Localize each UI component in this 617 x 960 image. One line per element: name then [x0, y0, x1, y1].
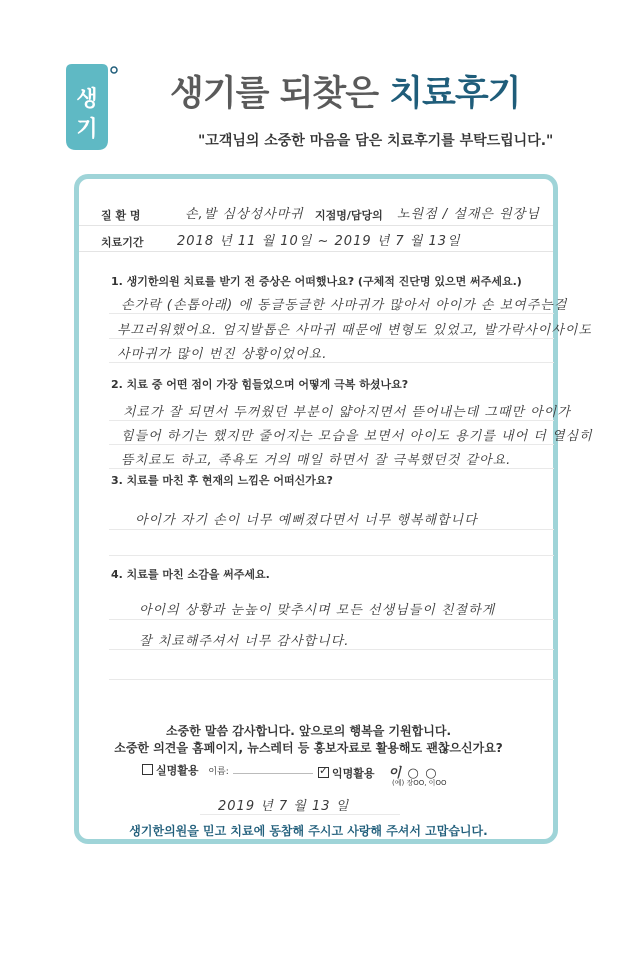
clinic-logo — [58, 62, 120, 154]
answer-line — [109, 555, 554, 556]
question-3: 3. 치료를 마친 후 현재의 느낌은 어떠신가요? — [111, 474, 333, 487]
branch-value: 노원점 / 설재은 원장님 — [397, 207, 540, 222]
answer-1-line-2: 부끄러워했어요. 엄지발톱은 사마귀 때문에 변형도 있었고, 발가락사이사이도 — [117, 323, 592, 338]
answer-2-line-3: 뜸치료도 하고, 족욕도 거의 매일 하면서 잘 극복했던것 같아요. — [121, 453, 512, 468]
anon-value: 이 ○ ○ — [388, 766, 438, 781]
form-divider — [79, 225, 553, 226]
anon-hint: (예) 장OO, 이OO — [392, 779, 447, 787]
anon-checkbox[interactable] — [318, 764, 329, 778]
answer-line — [109, 313, 554, 314]
svg-text:기: 기 — [76, 117, 98, 142]
real-name-option[interactable] — [142, 762, 313, 778]
branch-label: 지점명/담당의 — [315, 209, 383, 222]
answer-line — [109, 619, 554, 620]
answer-2-line-2: 힘들어 하기는 했지만 줄어지는 모습을 보면서 아이도 용기를 내어 더 열심히 — [121, 429, 593, 444]
name-field[interactable] — [233, 773, 313, 774]
form-divider — [79, 251, 553, 252]
disease-label: 질 환 명 — [101, 209, 141, 222]
question-1: 1. 생기한의원 치료를 받기 전 증상은 어떠했나요? (구체적 진단명 있으면 써주세요.) — [111, 275, 522, 288]
question-4: 4. 치료를 마친 소감을 써주세요. — [111, 568, 270, 581]
answer-2-line-1: 치료가 잘 되면서 두꺼웠던 부분이 얇아지면서 뜯어내는데 그때만 아이가 — [123, 405, 571, 420]
svg-text:생: 생 — [76, 87, 98, 112]
real-name-label: 실명활용 — [156, 764, 199, 777]
thanks-message: 소중한 말씀 감사합니다. 앞으로의 행복을 기원합니다. — [165, 724, 452, 738]
closing-message: 생기한의원을 믿고 치료에 동참해 주시고 사랑해 주셔서 고맙습니다. — [129, 824, 488, 838]
answer-4-line-1: 아이의 상황과 눈높이 맞추시며 모든 선생님들이 친절하게 — [139, 603, 496, 618]
signed-date: 2019 년 7 월 13 일 — [218, 799, 350, 814]
answer-line — [109, 649, 554, 650]
answer-line — [109, 362, 554, 363]
answer-line — [109, 338, 554, 339]
answer-line — [109, 679, 554, 680]
answer-line — [109, 529, 554, 530]
period-label: 치료기간 — [101, 236, 144, 249]
page-subtitle: "고객님의 소중한 마음을 담은 치료후기를 부탁드립니다." — [198, 133, 554, 149]
anon-label: 익명활용 — [332, 767, 375, 780]
answer-line — [109, 468, 554, 469]
question-2: 2. 치료 중 어떤 점이 가장 힘들었으며 어떻게 극복 하셨나요? — [111, 378, 409, 391]
title-accent: 치료후기 — [389, 74, 521, 114]
page-title: 생기를 되찾은 치료후기 — [170, 74, 521, 114]
answer-1-line-1: 손가락 (손톱아래) 에 동글동글한 사마귀가 많아서 아이가 손 보여주는걸 — [121, 298, 568, 313]
real-name-checkbox[interactable] — [142, 764, 153, 775]
answer-line — [109, 420, 554, 421]
period-value: 2018 년 11 월 10일 ~ 2019 년 7 월 13일 — [177, 234, 461, 249]
logo-mark — [58, 62, 120, 154]
date-line — [200, 814, 400, 815]
disease-value: 손,발 심상성사마귀 — [185, 207, 304, 222]
checkmark-icon: ✓ — [319, 764, 329, 777]
answer-1-line-3: 사마귀가 많이 번진 상황이었어요. — [117, 347, 328, 362]
answer-4-line-2: 잘 치료해주셔서 너무 감사합니다. — [139, 634, 350, 649]
name-label: 이름: — [208, 767, 229, 777]
answer-line — [109, 444, 554, 445]
answer-3-line-1: 아이가 자기 손이 너무 예뻐졌다면서 너무 행복해합니다 — [135, 513, 478, 528]
consent-question: 소중한 의견을 홈페이지, 뉴스레터 등 홍보자료로 활용해도 괜찮으신가요? — [114, 741, 503, 755]
